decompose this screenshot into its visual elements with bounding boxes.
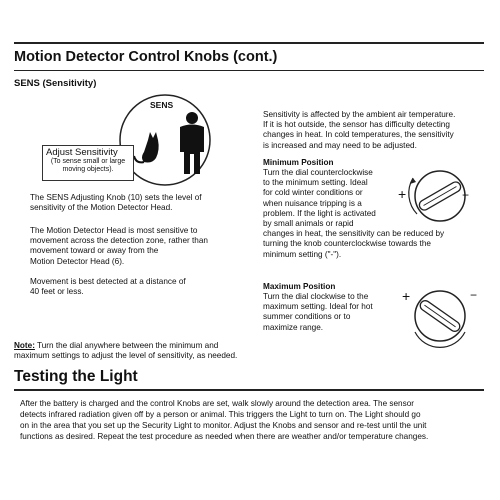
max-position-heading: Maximum Position [263,282,336,291]
testing-section-title: Testing the Light [14,368,138,385]
section-label: SENS (Sensitivity) [14,78,97,89]
left-paragraph-2: The Motion Detector Head is most sensitive to movement across the detection zone, rather than movement toward or away from the Motion Detector Head (6). [30,226,208,266]
page-title: Motion Detector Control Knobs (cont.) [14,49,278,65]
title-rule [14,70,484,71]
min-dial-minus-sign: − [462,188,470,202]
max-position-text: Turn the dial clockwise to the maximum setting. Ideal for hot summer conditions or to maximize range. [263,292,373,332]
top-rule [14,42,484,44]
min-position-heading: Minimum Position [263,158,334,167]
callout-sub-1: (To sense small or large [50,158,126,165]
min-dial-diagram [395,160,485,230]
max-dial-plus-sign: + [402,288,411,304]
sensitivity-note: Note: Turn the dial anywhere between the minimum and maximum settings to adjust the level of sensitivity, as needed. [14,341,238,361]
callout-title: Adjust Sensitivity [46,147,118,158]
left-paragraph-1: The SENS Adjusting Knob (10) sets the level of sensitivity of the Motion Detector Head. [30,193,202,213]
left-paragraph-3: Movement is best detected at a distance of 40 feet or less. [30,277,186,297]
adjust-sensitivity-callout [42,145,134,181]
max-dial-minus-sign: − [470,288,478,302]
sens-badge: SENS [150,100,174,110]
callout-sub-2: moving objects). [62,166,114,173]
min-position-text: Turn the dial counterclockwise to the minimum setting. Ideal for cold winter conditions or when nuisance tripping is a problem. If the light is activated by small animals or rapid changes in heat, the sensitivity can be reduced by turning the knob counterclockwise towards the minimum setting ("-"). [263,168,445,259]
note-label: Note: [14,341,35,350]
testing-paragraph: After the battery is charged and the control Knobs are set, walk slowly around the detection area. The sensor detects infrared radiation given off by a person or animal. This triggers the Light to turn on. The Light should go on in the area that you set up the Security Light to monitor. Adjust the Knobs and sensor and re-test until the unit functions as desired. Repeat the test procedure as needed when there are weather and/or temperature changes. [20,399,429,441]
right-intro: Sensitivity is affected by the ambient air temperature. If it is hot outside, the sensor has difficulty detecting changes in heat. In cold temperatures, the sensitivity is increased and may need to be adjusted. [263,110,456,150]
min-dial-plus-sign: + [398,186,407,202]
testing-title-rule [14,389,484,391]
